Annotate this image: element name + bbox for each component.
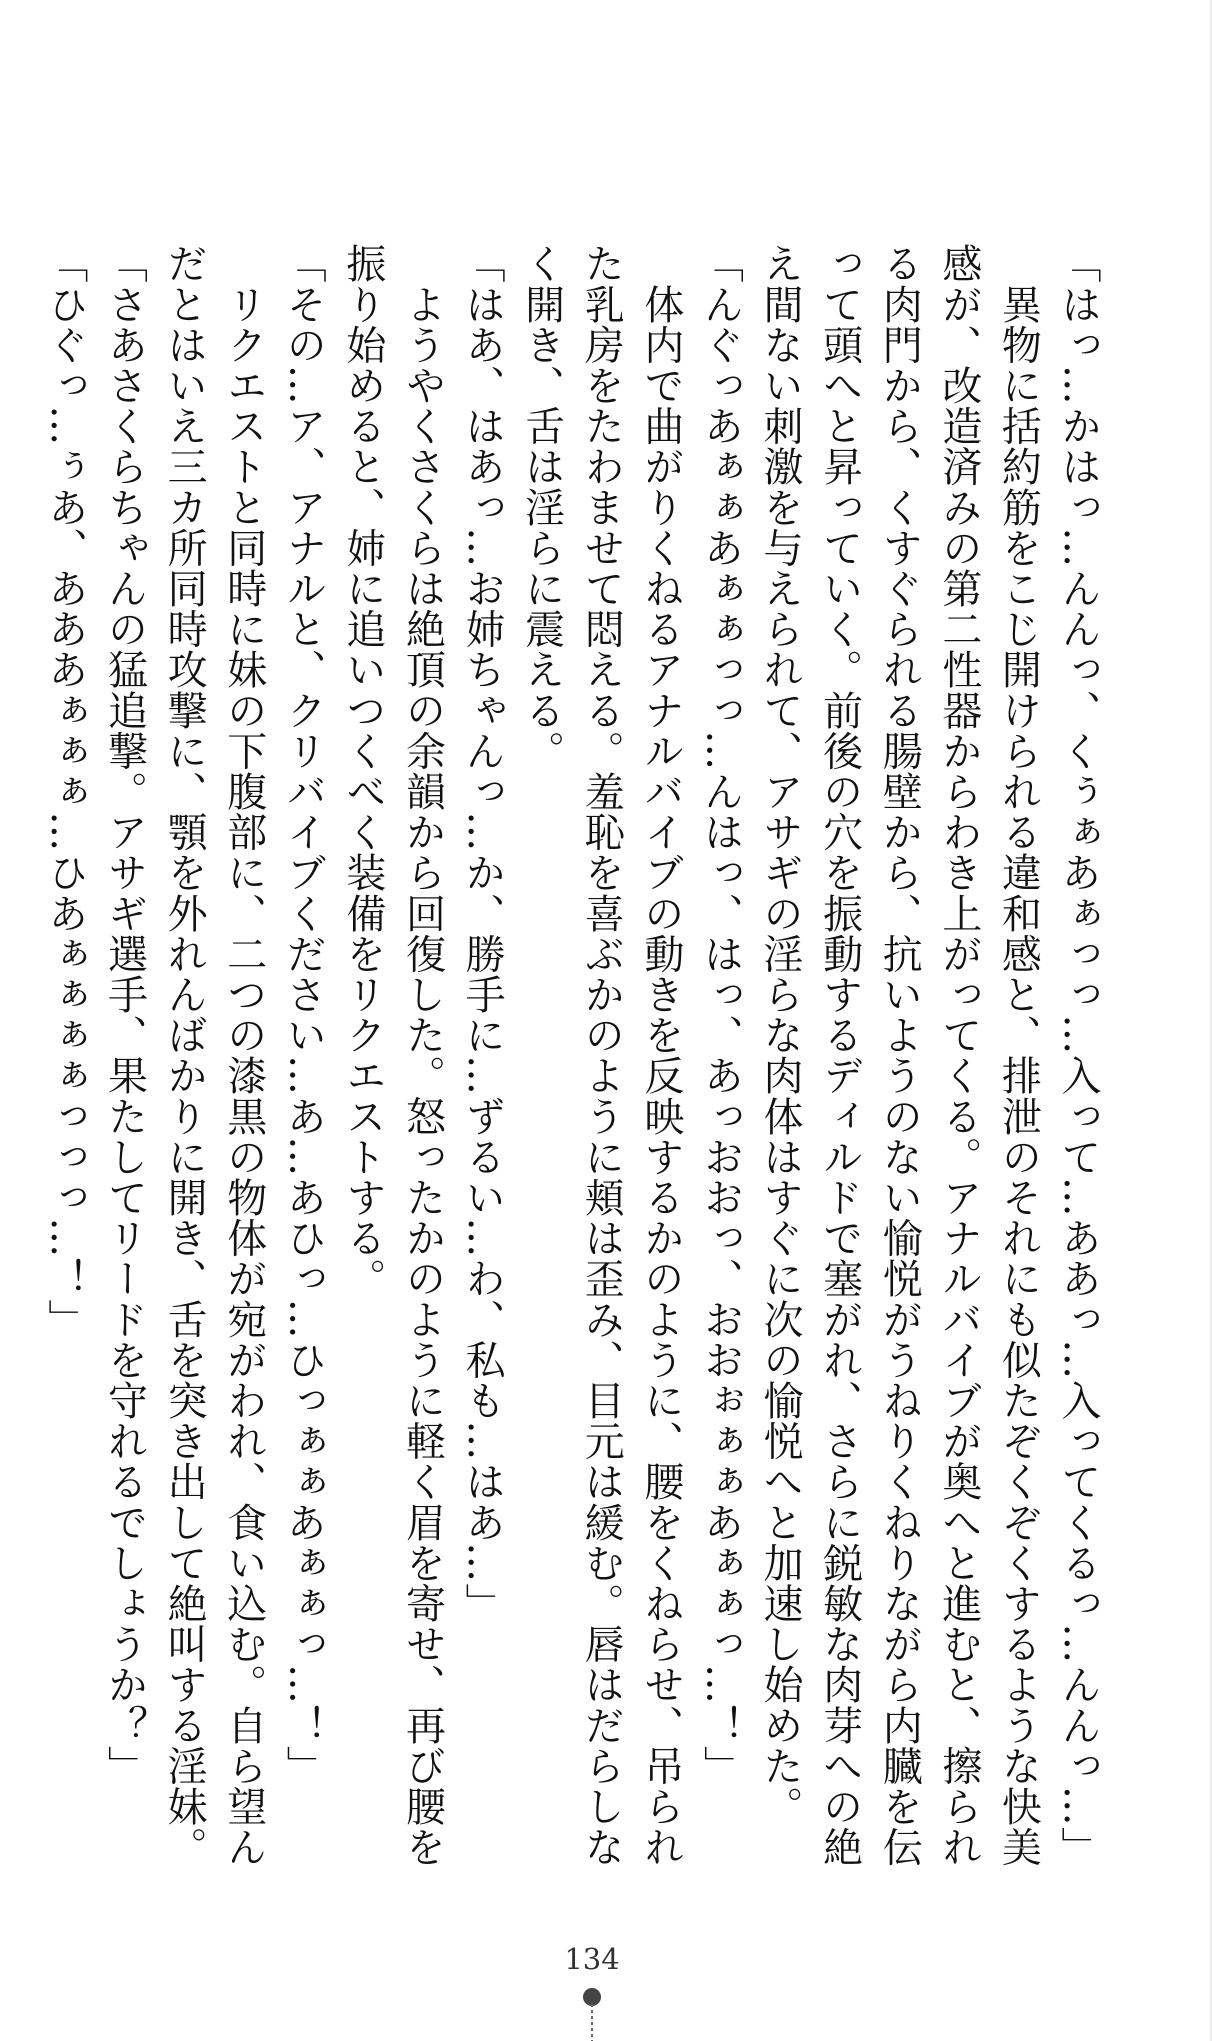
text-line: だとはいえ三カ所同時攻撃に、顎を外れんばかりに開き、舌を突き出して絶叫する淫妹。: [161, 243, 208, 1867]
text-line: え間ない刺激を与えられて、アサギの淫らな肉体はすぐに次の愉悦へと加速し始めた。: [757, 243, 804, 1827]
bookmark-string: [591, 2004, 593, 2041]
text-line: 「んぐっあぁぁあぁぁっっ…んはっ、はっ、あっおおっ、おおぉぁぁあぁぁっ…！」: [697, 243, 744, 1786]
text-line: 「ひぐっ…ぅあ、あああぁぁぁ…ひあぁぁぁぁっっっ…！」: [41, 243, 88, 1340]
text-line: 体内で曲がりくねるアナルバイブの動きを反映するかのように、腰をくねらせ、吊られ: [637, 243, 684, 1867]
text-line: ようやくさくらは絶頂の余韻から回復した。怒ったかのように軽く眉を寄せ、再び腰を: [399, 243, 446, 1867]
text-line: リクエストと同時に妹の下腹部に、二つの漆黒の物体が宛がわれ、食い込む。自ら望ん: [220, 243, 267, 1867]
text-line: 振り始めると、姉に追いつくべく装備をリクエストする。: [339, 243, 386, 1299]
text-line: って頭へと昇っていく。前後の穴を振動するディルドで塞がれ、さらに鋭敏な肉芽への絶: [816, 243, 863, 1867]
text-line: る肉門から、くすぐられる腸壁から、抗いようのない愉悦がうねりくねりながら内臓を伝: [876, 243, 923, 1867]
text-line: 「さあさくらちゃんの猛追撃。アサギ選手、果たしてリードを守れるでしょうか？」: [101, 243, 148, 1786]
text-line: 「その…ア、アナルと、クリバイブください…あ…あひっ…ひっぁぁあぁぁっ…！」: [280, 243, 327, 1786]
text-line: 感が、改造済みの第二性器からわき上がってくる。アナルバイブが奥へと進むと、擦られ: [935, 243, 982, 1867]
text-line: 「はっ…かはっ…んんっ、くぅぁあぁっっ…入って…ああっ…入ってくるっ…んんっ…」: [1055, 243, 1101, 1867]
text-line: く開き、舌は淫らに震える。: [518, 243, 565, 771]
text-line: 異物に括約筋をこじ開けられる違和感と、排泄のそれにも似たぞくぞくするような快美: [995, 243, 1042, 1867]
page-number: 134: [564, 1942, 620, 1976]
text-line: 「はあ、はあっ…お姉ちゃんっ…か、勝手に…ずるい…わ、私も…はあ…」: [459, 243, 506, 1624]
text-line: た乳房をたわませて悶える。羞恥を喜ぶかのように頬は歪み、目元は緩む。唇はだらしな: [578, 243, 625, 1867]
body-text: [41, 243, 1107, 1867]
